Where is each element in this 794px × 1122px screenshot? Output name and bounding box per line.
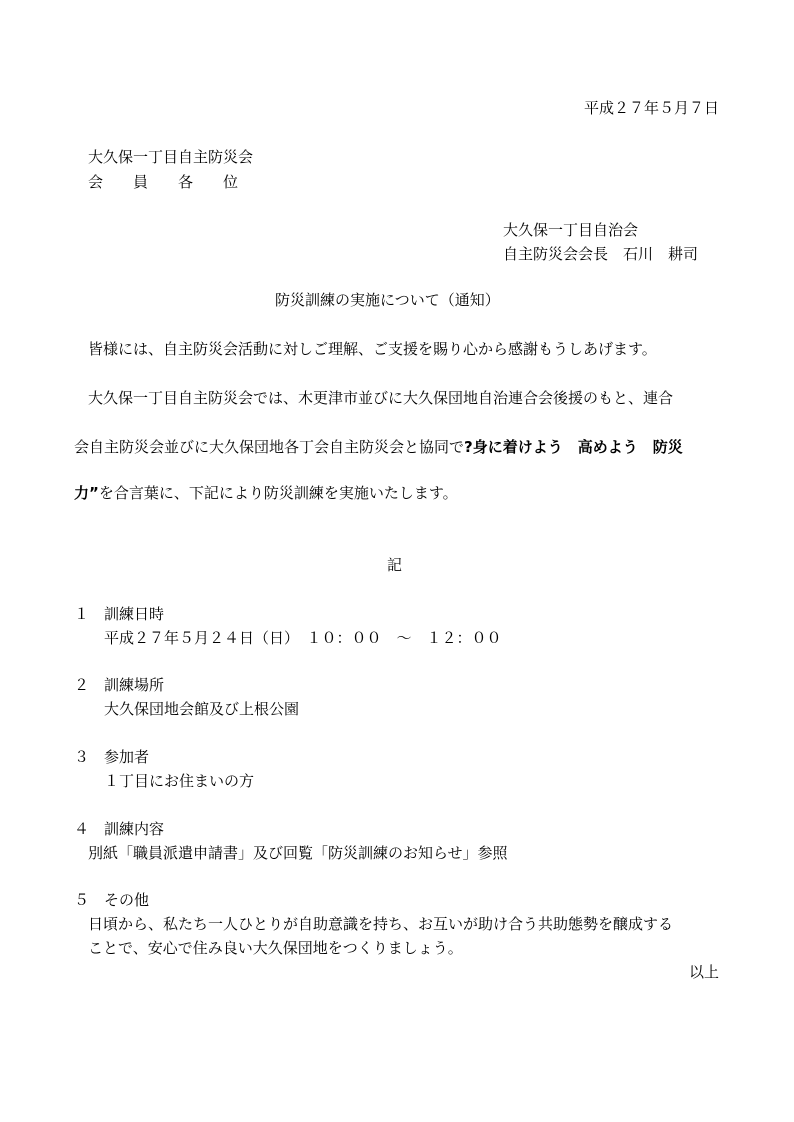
item-5-number: ５ — [74, 891, 90, 909]
body-paragraph-2-line-2 — [74, 437, 683, 457]
item-3-label: 参加者 — [104, 748, 150, 766]
body-paragraph-2-line-1: 大久保一丁目自主防災会では、木更津市並びに大久保団地自治連合会後援のもと、連合 — [88, 389, 674, 407]
body-paragraph-2-line-3 — [74, 483, 458, 503]
sender-organization: 大久保一丁目自治会 — [503, 221, 639, 239]
item-5-label: その他 — [104, 891, 150, 909]
closing-ijou: 以上 — [688, 963, 719, 981]
document-date: 平成２７年５月７日 — [583, 99, 719, 117]
document-title: 防災訓練の実施について（通知） — [275, 291, 500, 309]
item-3-number: ３ — [74, 748, 90, 766]
body-text: を合言葉に、下記により防災訓練を実施いたします。 — [98, 484, 458, 502]
body-paragraph-1: 皆様には、自主防災会活動に対しご理解、ご支援を賜り心から感謝もうしあげます。 — [88, 340, 657, 358]
item-4-number: ４ — [74, 820, 90, 838]
item-5-detail-line-2: ことで、安心で住み良い大久保団地をつくりましょう。 — [88, 939, 463, 957]
item-4-detail: 別紙「職員派遣申請書」及び回覧「防災訓練のお知らせ」参照 — [88, 844, 508, 862]
item-1-label: 訓練日時 — [104, 605, 165, 623]
item-3-detail: １丁目にお住まいの方 — [104, 772, 255, 790]
item-1-number: １ — [74, 605, 90, 623]
slogan-part-1: ?身に着けよう 高めよう 防災 — [464, 438, 683, 456]
recipient-members: 会 員 各 位 — [88, 173, 239, 191]
item-2-detail: 大久保団地会館及び上根公園 — [104, 700, 300, 718]
item-1-detail: 平成２７年５月２４日（日） １０：００ ～ １２：００ — [104, 629, 502, 647]
item-5-detail-line-1: 日頃から、私たち一人ひとりが自助意識を持ち、お互いが助け合う共助態勢を醸成する — [88, 915, 674, 933]
body-text: 会自主防災会並びに大久保団地各丁会自主防災会と協同で — [74, 438, 465, 456]
item-4-label: 訓練内容 — [104, 820, 165, 838]
sender-name: 自主防災会会長 石川 耕司 — [503, 245, 699, 263]
item-2-number: ２ — [74, 676, 90, 694]
slogan-part-2: 力” — [74, 484, 99, 502]
recipient-organization: 大久保一丁目自主防災会 — [88, 148, 254, 166]
item-2-label: 訓練場所 — [104, 676, 165, 694]
ki-heading: 記 — [387, 556, 403, 574]
